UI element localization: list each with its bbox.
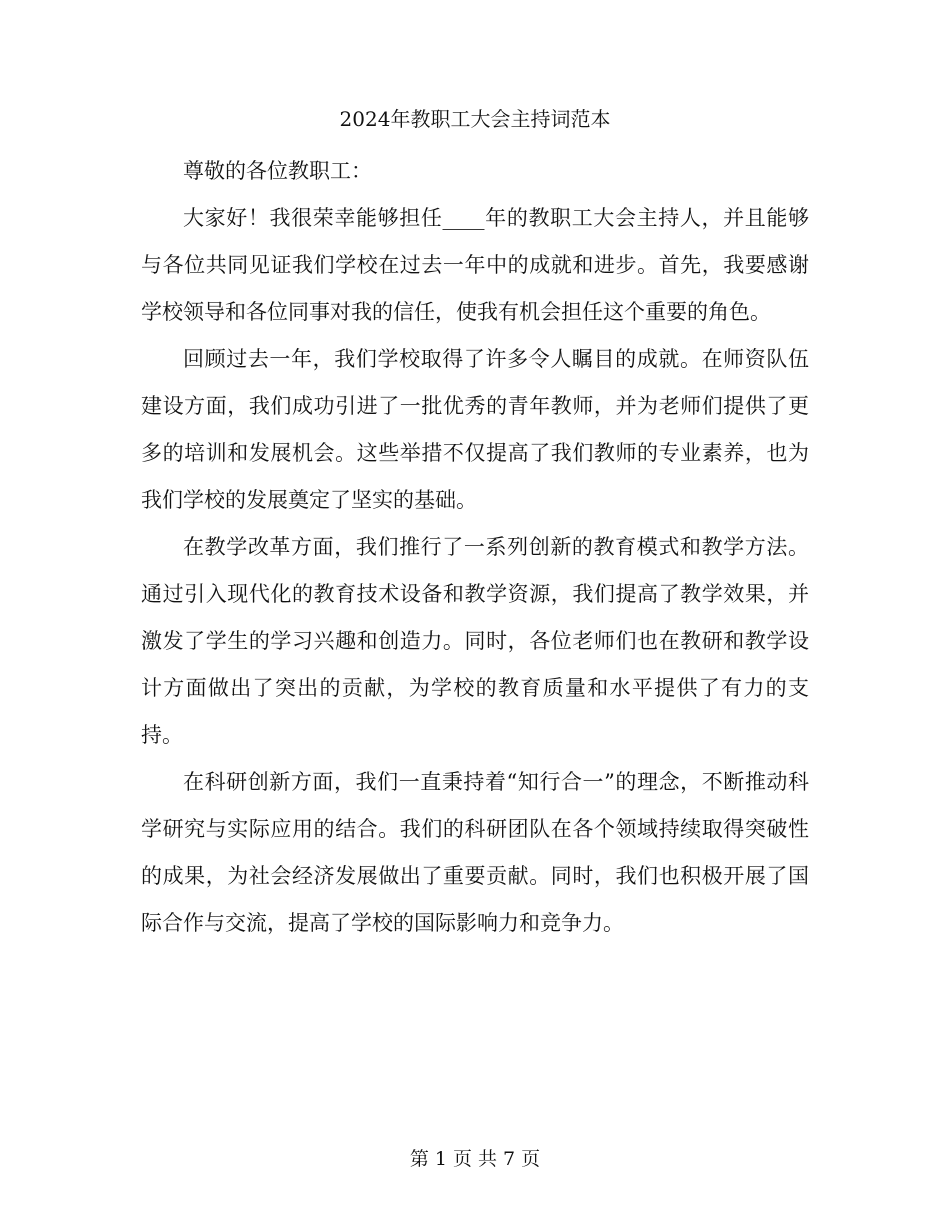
document-title: 2024年教职工大会主持词范本 xyxy=(339,107,611,131)
document-body xyxy=(141,148,809,947)
paragraph-research: 在科研创新方面，我们一直秉持着“知行合一”的理念，不断推动科学研究与实际应用的结合。我们的科研团队在各个领域持续取得突破性的成果，为社会经济发展做出了重要贡献。同时，我们也积极开展了国际合作与交流，提高了学校的国际影响力和竞争力。 xyxy=(141,770,809,935)
paragraph-teaching-reform: 在教学改革方面，我们推行了一系列创新的教育模式和教学方法。通过引入现代化的教育技术设备和教学资源，我们提高了教学效果，并激发了学生的学习兴趣和创造力。同时，各位老师们也在教研和教学设计方面做出了突出的贡献，为学校的教育质量和水平提供了有力的支持。 xyxy=(141,535,809,747)
page-number-footer: 第 1 页 共 7 页 xyxy=(409,1148,541,1170)
salutation: 尊敬的各位教职工： xyxy=(183,159,372,183)
paragraph-greeting: 大家好！我很荣幸能够担任____年的教职工大会主持人，并且能够与各位共同见证我们学校在过去一年中的成就和进步。首先，我要感谢学校领导和各位同事对我的信任，使我有机会担任这个重要的角色。 xyxy=(141,206,809,324)
paragraph-review: 回顾过去一年，我们学校取得了许多令人瞩目的成就。在师资队伍建设方面，我们成功引进了一批优秀的青年教师，并为老师们提供了更多的培训和发展机会。这些举措不仅提高了我们教师的专业素养，也为我们学校的发展奠定了坚实的基础。 xyxy=(141,347,809,512)
